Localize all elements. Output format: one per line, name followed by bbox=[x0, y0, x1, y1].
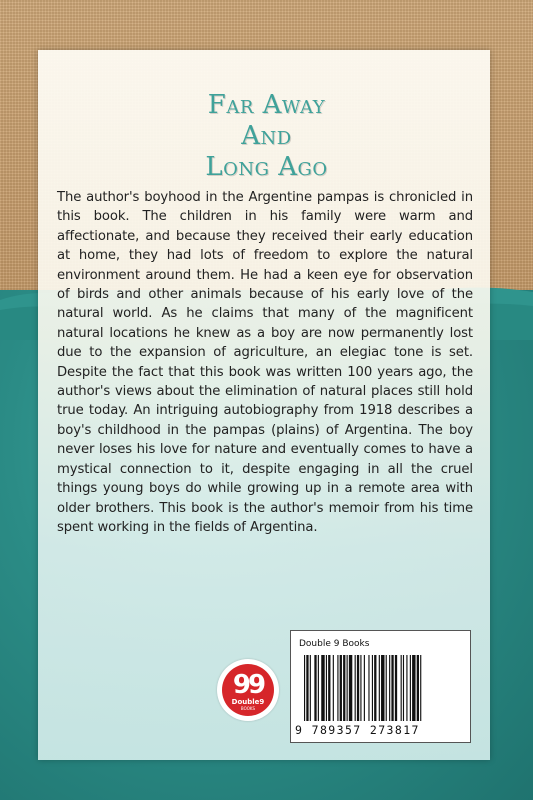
isbn-number: 9 789357 273817 bbox=[295, 723, 420, 737]
barcode-bar bbox=[372, 655, 373, 721]
publisher-logo bbox=[217, 659, 279, 721]
logo-sub: BOOKS bbox=[240, 706, 256, 711]
logo-number: 99 bbox=[232, 670, 264, 700]
title-line-3: Long Ago bbox=[205, 152, 328, 182]
barcode-bar bbox=[306, 655, 308, 721]
barcode-box bbox=[290, 630, 471, 743]
title-line-1: Far Away bbox=[207, 90, 326, 120]
barcode-bars bbox=[304, 655, 460, 721]
barcode-bar bbox=[389, 655, 390, 721]
barcode-bar bbox=[357, 655, 359, 721]
barcode-bar bbox=[349, 655, 352, 721]
barcode-bar bbox=[304, 655, 305, 721]
barcode-bar bbox=[340, 655, 342, 721]
barcode-bar bbox=[347, 655, 348, 721]
barcode-bar bbox=[374, 655, 376, 721]
barcode-bar bbox=[343, 655, 345, 721]
barcode-bar bbox=[355, 655, 356, 721]
barcode-bar bbox=[403, 655, 404, 721]
barcode-bar bbox=[333, 655, 334, 721]
book-title bbox=[0, 90, 533, 183]
barcode-publisher: Double 9 Books bbox=[299, 639, 370, 649]
barcode-bar bbox=[314, 655, 316, 721]
barcode-bar bbox=[326, 655, 327, 721]
barcode-bar bbox=[368, 655, 369, 721]
barcode-bar bbox=[386, 655, 387, 721]
logo-word: Double9 bbox=[231, 698, 265, 706]
barcode-bar bbox=[318, 655, 319, 721]
barcode-bar bbox=[321, 655, 324, 721]
barcode-bar bbox=[381, 655, 384, 721]
logo-circle bbox=[222, 664, 274, 716]
title-line-2: And bbox=[241, 121, 292, 151]
barcode-bar bbox=[417, 655, 419, 721]
barcode-bar bbox=[412, 655, 415, 721]
barcode-bar bbox=[310, 655, 311, 721]
book-description: The author's boyhood in the Argentine pampas is chronicled in this book. The children in his family were warm and affectionate, and because they received their early education at home, they had lots of freedom to explore the natural environment around them. He had a keen eye for observation of birds and other animals because of his early love of the natural world. As he claims that many of the magnificent natural locations he knew as a boy are now permanently lost due to the expansion of agriculture, an elegiac tone is set. Despite the fact that this book was written 100 years ago, the author's views about the elimination of natural places still hold true today. An intriguing autobiography from 1918 describes a boy's childhood in the pampas (plains) of Argentina. The boy never loses his love for nature and eventually comes to have a mystical connection to it, despite engaging in all the cruel things young boys do while growing up in a remote area with older brothers. This book is the author's memoir from his time spent working in the fields of Argentina. bbox=[57, 190, 473, 535]
barcode-bar bbox=[360, 655, 361, 721]
barcode-bar bbox=[379, 655, 380, 721]
barcode-bar bbox=[391, 655, 393, 721]
barcode-bar bbox=[337, 655, 338, 721]
barcode-bar bbox=[406, 655, 407, 721]
barcode-bar bbox=[395, 655, 397, 721]
barcode-bar bbox=[420, 655, 421, 721]
barcode-bar bbox=[401, 655, 402, 721]
barcode-bar bbox=[364, 655, 365, 721]
barcode-bar bbox=[410, 655, 411, 721]
barcode-bar bbox=[328, 655, 330, 721]
